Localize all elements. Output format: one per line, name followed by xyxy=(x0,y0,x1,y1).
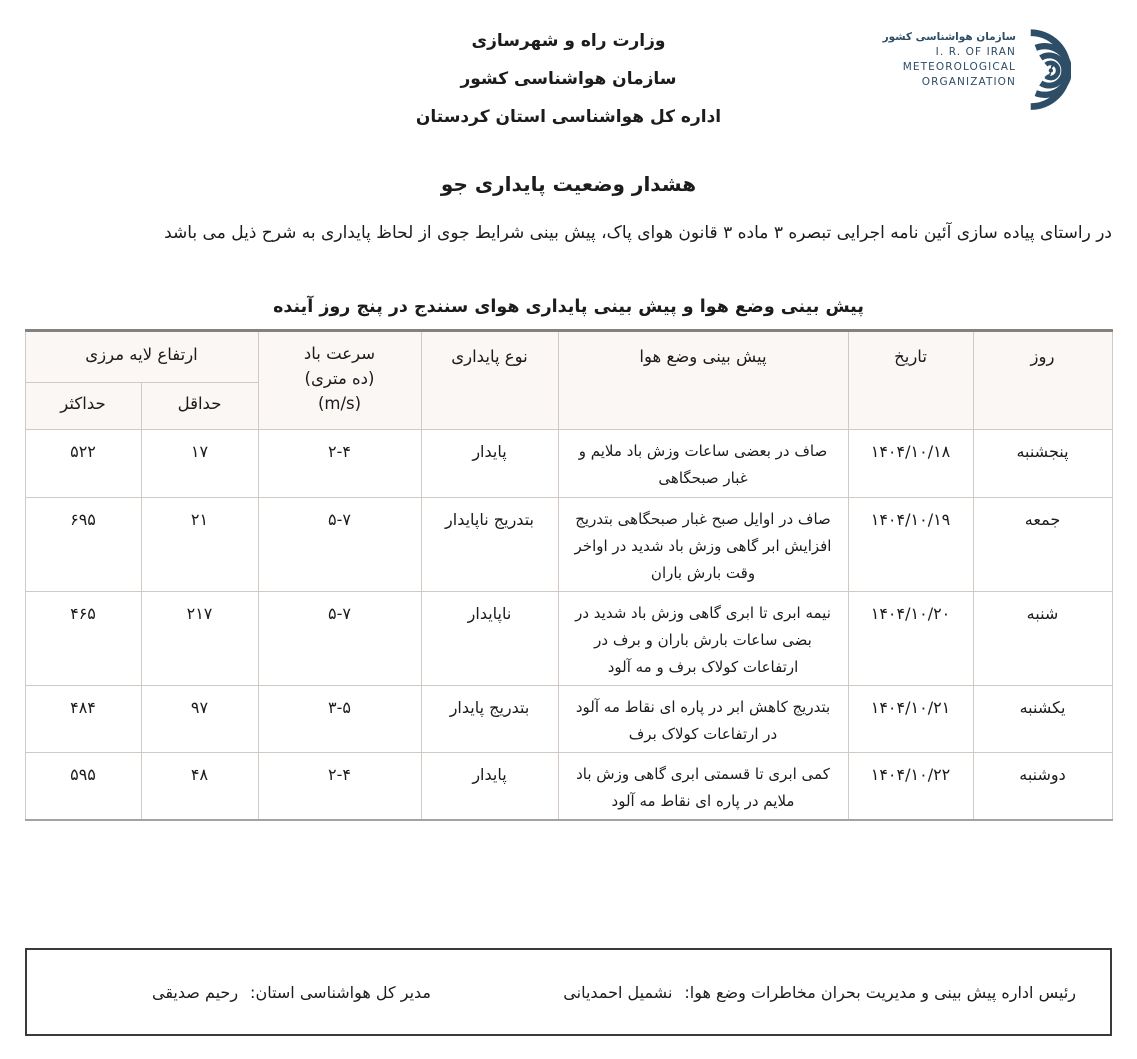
org-line-province-office: اداره کل هواشناسی استان کردستان xyxy=(415,107,722,127)
boundary-min-cell: ۴۸ xyxy=(141,753,258,821)
stability-type-cell: بتدریج پایدار xyxy=(421,686,558,753)
wind-speed-cell xyxy=(258,498,421,592)
signature-forecast-head-name: نشمیل احمدیانی xyxy=(563,982,673,1002)
forecast-table-row xyxy=(25,686,1112,753)
forecast-table-body xyxy=(25,430,1112,821)
org-line-ministry: وزارت راه و شهرسازی xyxy=(471,31,666,51)
signature-director-general xyxy=(152,983,431,1002)
col-header-stability: نوع پایداری xyxy=(421,331,558,430)
forecast-table-row xyxy=(25,753,1112,821)
org-logo-en-line3: ORGANIZATION xyxy=(921,76,1016,88)
org-logo-text xyxy=(883,30,1016,90)
org-logo-en-line2: METEOROLOGICAL xyxy=(902,61,1016,73)
forecast-table-row xyxy=(25,592,1112,686)
org-logo xyxy=(883,20,1071,130)
weather-forecast-cell: بتدریج کاهش ابر در پاره ای نقاط مه آلود در ارتفاعات کولاک برف xyxy=(558,686,848,753)
signature-box xyxy=(25,948,1112,1036)
signature-forecast-head-label: رئیس اداره پیش بینی و مدیریت بحران مخاطرات وضع هوا: xyxy=(684,982,1076,1002)
wind-speed-cell xyxy=(258,592,421,686)
wind-speed-cell xyxy=(258,430,421,498)
weather-forecast-cell: صاف در بعضی ساعات وزش باد ملایم و غبار صبحگاهی xyxy=(558,430,848,498)
wind-speed-value: ۲-۴ xyxy=(328,765,351,784)
stability-type-cell: پایدار xyxy=(421,753,558,821)
stability-type-cell: بتدریج ناپایدار xyxy=(421,498,558,592)
wind-header-line1: سرعت باد xyxy=(303,344,376,363)
day-cell: شنبه xyxy=(973,592,1112,686)
wind-header-unit: (m/s) xyxy=(317,394,362,413)
signature-forecast-head xyxy=(563,983,1076,1002)
wind-speed-value: ۵-۷ xyxy=(328,510,351,529)
col-header-max: حداکثر xyxy=(25,383,141,430)
weather-forecast-cell: نیمه ابری تا ابری گاهی وزش باد شدید در بضی ساعات بارش باران و برف در ارتفاعات کولاک برف و مه آلود xyxy=(558,592,848,686)
date-cell: ۱۴۰۴/۱۰/۱۸ xyxy=(848,430,973,498)
col-header-min: حداقل xyxy=(141,383,258,430)
stability-type-cell: ناپایدار xyxy=(421,592,558,686)
col-header-forecast: پیش بینی وضع هوا xyxy=(558,331,848,430)
wind-speed-cell xyxy=(258,686,421,753)
col-header-wind-speed xyxy=(258,331,421,430)
stability-type-cell: پایدار xyxy=(421,430,558,498)
day-cell: یکشنبه xyxy=(973,686,1112,753)
wind-header-line2: (ده متری) xyxy=(304,369,375,388)
wind-speed-value: ۳-۵ xyxy=(328,698,351,717)
col-header-day: روز xyxy=(973,331,1112,430)
boundary-max-cell: ۴۶۵ xyxy=(25,592,141,686)
day-cell: جمعه xyxy=(973,498,1112,592)
boundary-max-cell: ۵۹۵ xyxy=(25,753,141,821)
wind-speed-value: ۵-۷ xyxy=(328,604,351,623)
col-header-boundary-layer: ارتفاع لایه مرزی xyxy=(25,331,258,383)
org-logo-persian-label: سازمان هواشناسی کشور xyxy=(882,31,1016,43)
intro-paragraph: در راستای پیاده سازی آئین نامه اجرایی تبصره ۳ ماده ۳ قانون هوای پاک، پیش بینی شرایط جوی از لحاظ پایداری به شرح ذیل می باشد xyxy=(164,223,1112,243)
signature-director-general-name: رحیم صدیقی xyxy=(152,982,239,1002)
day-cell: پنجشنبه xyxy=(973,430,1112,498)
boundary-min-cell: ۹۷ xyxy=(141,686,258,753)
forecast-table-header xyxy=(25,331,1112,430)
org-logo-en-line1: I. R. OF IRAN xyxy=(935,46,1016,58)
forecast-table-row xyxy=(25,498,1112,592)
wind-speed-cell xyxy=(258,753,421,821)
org-line-organization: سازمان هواشناسی کشور xyxy=(460,69,677,89)
forecast-table xyxy=(25,329,1113,821)
weather-forecast-cell: کمی ابری تا قسمتی ابری گاهی وزش باد ملایم در پاره ای نقاط مه آلود xyxy=(558,753,848,821)
cyclone-spiral-icon xyxy=(1019,20,1071,130)
date-cell: ۱۴۰۴/۱۰/۲۰ xyxy=(848,592,973,686)
boundary-max-cell: ۴۸۴ xyxy=(25,686,141,753)
boundary-max-cell: ۵۲۲ xyxy=(25,430,141,498)
page-title: هشدار وضعیت پایداری جو xyxy=(440,172,697,196)
boundary-min-cell: ۱۷ xyxy=(141,430,258,498)
col-header-date: تاریخ xyxy=(848,331,973,430)
boundary-min-cell: ۲۱ xyxy=(141,498,258,592)
signature-director-general-label: مدیر کل هواشناسی استان: xyxy=(250,982,431,1002)
boundary-min-cell: ۲۱۷ xyxy=(141,592,258,686)
wind-speed-value: ۲-۴ xyxy=(328,442,351,461)
day-cell: دوشنبه xyxy=(973,753,1112,821)
date-cell: ۱۴۰۴/۱۰/۲۱ xyxy=(848,686,973,753)
table-title: پیش بینی وضع هوا و پیش بینی پایداری هوای سنندج در پنج روز آینده xyxy=(273,297,864,317)
date-cell: ۱۴۰۴/۱۰/۲۲ xyxy=(848,753,973,821)
weather-forecast-cell: صاف در اوایل صبح غبار صبحگاهی بتدریج افزایش ابر گاهی وزش باد شدید در اواخر وقت بارش باران xyxy=(558,498,848,592)
date-cell: ۱۴۰۴/۱۰/۱۹ xyxy=(848,498,973,592)
boundary-max-cell: ۶۹۵ xyxy=(25,498,141,592)
forecast-table-row xyxy=(25,430,1112,498)
